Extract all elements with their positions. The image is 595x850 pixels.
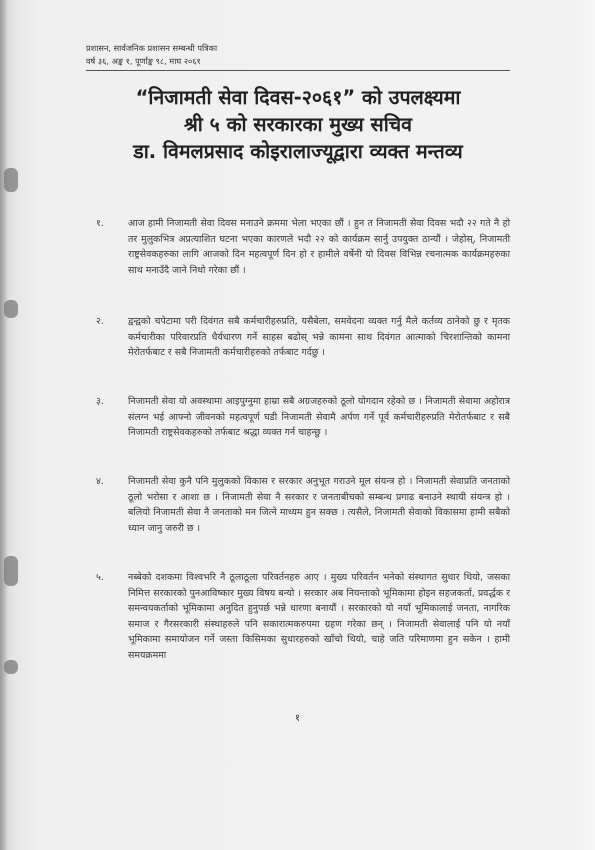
paragraph-4 bbox=[96, 474, 510, 536]
header-rule bbox=[86, 70, 510, 71]
journal-name: प्रशासन, सार्वजनिक प्रशासन सम्बन्धी पत्रिका bbox=[86, 43, 218, 53]
paragraph-text: द्वन्द्वको चपेटामा परी दिवंगत सबै कर्मचारीहरुप्रति, यसैबेला, समवेदना व्यक्त गर्नु मैले कर्तव्य ठानेको छु र मृतक कर्मचारीका परिवारप्रति धैर्यधारण गर्ने साहस बढोस् भन्ने कामना साथ दिवंगत आत्माको चिरशान्तिको कामना मेरोतर्फबाट र सबै निजामती कर्मचारीहरुको तर्फबाट गर्दछु । bbox=[128, 316, 510, 359]
paragraph-number: १. bbox=[96, 218, 104, 229]
paragraph-2 bbox=[96, 314, 510, 361]
binding-hole-mark bbox=[4, 300, 18, 318]
paragraph-text: नब्बेको दशकमा विश्वभरि नै ठूलाठूला परिवर्तनहरु आए । मुख्य परिवर्तन भनेको संस्थागत सुधार थियो, जसका निमित्त सरकारको पुनआविष्कार मुख्य विषय बन्यो । सरकार अब नियन्ताको भूमिकामा होइन सहजकर्ता, प्रवर्द्धक र समन्वयकर्ताको भूमिकामा अनुदित हुनुपर्छ भन्ने धारणा बनायौं । सरकारको यो नयाँ भूमिकालाई जनता, नागरिक समाज र गैरसरकारी संस्थाहरुले पनि सकारात्मकरुपमा ग्रहण गरेका छन् । निजामती सेवालाई पनि यो नयाँ भूमिकामा समायोजन गर्ने जस्ता किसिमका सुधारहरुको खाँचो थियो, चाहे जति परिमाणमा हुन सकेन । हामी समयक्रममा bbox=[128, 572, 510, 661]
paragraph-number: २. bbox=[96, 316, 104, 327]
paragraph-number: ५. bbox=[96, 572, 104, 583]
page-number: १ bbox=[294, 713, 301, 724]
paragraph-text: निजामती सेवा यो अवस्थामा आइपुग्नुमा हाम्रा सबै अग्रजहरुको ठूलो योगदान रहेको छ । निजामती सेवामा अहोरात्र संलग्न भई आफ्नो जीवनको महत्वपूर्ण घडी निजामती सेवामै अर्पण गर्ने पूर्व कर्मचारीहरुप्रति मेरोतर्फबाट र सबै निजामती राष्ट्रसेवकहरुको तर्फबाट श्रद्धा व्यक्त गर्न चाहन्छु । bbox=[128, 396, 510, 439]
title-line-3: डा. विमलप्रसाद कोइरालाज्यूद्वारा व्यक्त मन्तव्य bbox=[133, 140, 463, 163]
title-line-2: श्री ५ को सरकारका मुख्य सचिव bbox=[184, 113, 412, 136]
paragraph-1 bbox=[96, 216, 510, 278]
binding-hole-mark bbox=[4, 168, 18, 192]
issue-info: वर्ष ३६, अङ्क १, पूर्णाङ्क ९८, माघ २०६१ bbox=[86, 56, 201, 66]
paragraph-3 bbox=[96, 394, 510, 441]
running-header bbox=[86, 42, 510, 71]
paragraph-text: आज हामी निजामती सेवा दिवस मनाउने क्रममा भेला भएका छौं । हुन त निजामती सेवा दिवस भदौ २२ गते नै हो तर मुलुकभित्र अप्रत्याशित घटना भएका कारणले भदौ २२ को कार्यक्रम सार्नु उपयुक्त ठान्यौं । जेहोस्, निजामती राष्ट्रसेवकहरुका लागि आजको दिन महत्वपूर्ण दिन हो र हामीले वर्षेनी यो दिवस विभिन्न रचनात्मक कार्यक्रमहरुका साथ मनाउँदै जाने निधो गरेका छौं । bbox=[128, 218, 510, 276]
paragraph-number: ४. bbox=[96, 476, 104, 487]
title-line-1: “निजामती सेवा दिवस-२०६१” को उपलक्ष्यमा bbox=[135, 86, 461, 109]
binding-hole-mark bbox=[4, 660, 18, 674]
page-title bbox=[82, 84, 514, 165]
binding-hole-mark bbox=[4, 556, 18, 586]
paragraph-text: निजामती सेवा कुनै पनि मुलुकको विकास र सरकार अनुभूत गराउने मूल संयन्त्र हो । निजामती सेवाप्रति जनताको ठूलो भरोसा र आशा छ । निजामती सेवा नै सरकार र जनताबीचको सम्बन्ध प्रगाढ बनाउने स्थायी संयन्त्र हो । बलियो निजामती सेवा नै जनताको मन जित्ने माध्यम हुन सक्छ । त्यसैले, निजामती सेवाको विकासमा हामी सबैको ध्यान जानु जरुरी छ । bbox=[128, 476, 510, 534]
paragraph-5 bbox=[96, 570, 510, 664]
paragraph-number: ३. bbox=[96, 396, 104, 407]
